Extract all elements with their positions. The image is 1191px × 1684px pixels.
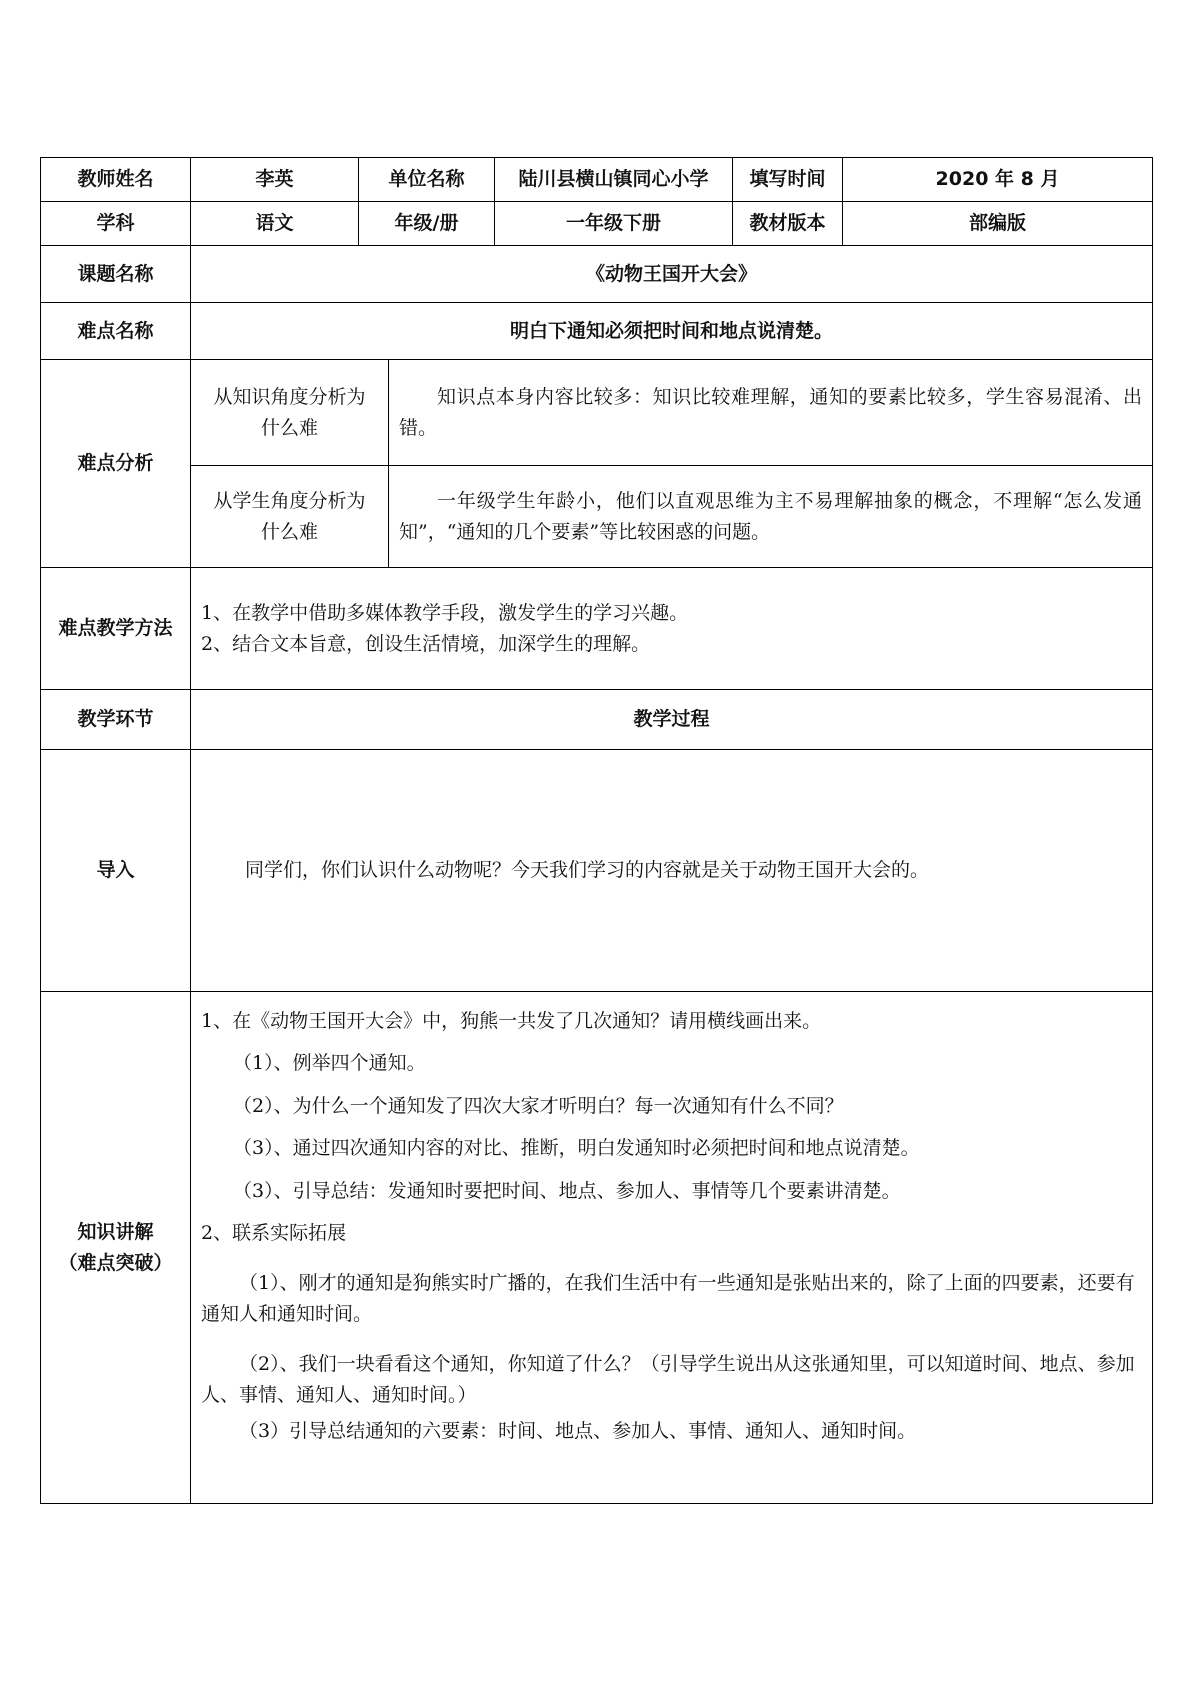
- edition-label: 教材版本: [733, 202, 843, 246]
- grade-value: 一年级下册: [495, 202, 733, 246]
- edition-value: 部编版: [843, 202, 1153, 246]
- analysis-row-knowledge: [41, 360, 1153, 466]
- difficulty-value: 明白下通知必须把时间和地点说清楚。: [191, 303, 1153, 360]
- explain-item-1-sub-3: （3）、通过四次通知内容的对比、推断，明白发通知时必须把时间和地点说清楚。: [233, 1137, 920, 1160]
- subject-value: 语文: [191, 202, 359, 246]
- topic-value: 《动物王国开大会》: [191, 246, 1153, 303]
- header-row-2: [41, 202, 1153, 246]
- process-header-row: [41, 690, 1153, 750]
- knowledge-angle-label: 从知识角度分析为什么难: [191, 360, 389, 466]
- topic-label: 课题名称: [41, 246, 191, 303]
- analysis-label: 难点分析: [41, 360, 191, 568]
- unit-value: 陆川县横山镇同心小学: [495, 158, 733, 202]
- intro-row: [41, 750, 1153, 992]
- explain-label-line-2: （难点突破）: [58, 1251, 173, 1274]
- explain-item-1-sub-4: （3）、引导总结：发通知时要把时间、地点、参加人、事情等几个要素讲清楚。: [233, 1179, 901, 1202]
- explain-item-1: 1、在《动物王国开大会》中，狗熊一共发了几次通知？请用横线画出来。: [201, 1010, 822, 1032]
- explain-item-1-sub-1: （1）、例举四个通知。: [233, 1052, 426, 1075]
- method-label: 难点教学方法: [41, 568, 191, 690]
- explain-item-1-sub-2: （2）、为什么一个通知发了四次大家才听明白？每一次通知有什么不同？: [233, 1094, 844, 1117]
- explain-label-line-1: 知识讲解: [77, 1221, 154, 1244]
- method-row: [41, 568, 1153, 690]
- teacher-label: 教师姓名: [41, 158, 191, 202]
- intro-text: 同学们，你们认识什么动物呢？今天我们学习的内容就是关于动物王国开大会的。: [191, 750, 1153, 992]
- grade-label: 年级/册: [359, 202, 495, 246]
- explain-item-2-sub-1: （1）、刚才的通知是狗熊实时广播的，在我们生活中有一些通知是张贴出来的，除了上面的四要素，还要有通知人和通知时间。: [201, 1272, 1135, 1325]
- date-label: 填写时间: [733, 158, 843, 202]
- analysis-row-student: [41, 466, 1153, 568]
- teacher-value: 李英: [191, 158, 359, 202]
- student-angle-text: 一年级学生年龄小，他们以直观思维为主不易理解抽象的概念，不理解“怎么发通知”，“通知的几个要素”等比较困惑的问题。: [399, 490, 1143, 543]
- student-angle-label: 从学生角度分析为什么难: [191, 466, 389, 568]
- topic-row: [41, 246, 1153, 303]
- explain-item-2-sub-3: （3）引导总结通知的六要素：时间、地点、参加人、事情、通知人、通知时间。: [239, 1419, 917, 1442]
- process-label: 教学过程: [191, 690, 1153, 750]
- explain-item-2-sub-2: （2）、我们一块看看这个通知，你知道了什么？（引导学生说出从这张通知里，可以知道时间、地点、参加人、事情、通知人、通知时间。）: [201, 1353, 1135, 1406]
- explain-row: [41, 992, 1153, 1504]
- explain-item-2: 2、联系实际拓展: [201, 1221, 347, 1244]
- header-row-1: [41, 158, 1153, 202]
- stage-label: 教学环节: [41, 690, 191, 750]
- subject-label: 学科: [41, 202, 191, 246]
- difficulty-row: [41, 303, 1153, 360]
- method-line-1: 1、在教学中借助多媒体教学手段，激发学生的学习兴趣。: [201, 602, 689, 625]
- intro-label: 导入: [41, 750, 191, 992]
- unit-label: 单位名称: [359, 158, 495, 202]
- date-value: 2020 年 8 月: [843, 158, 1153, 202]
- knowledge-angle-text: 知识点本身内容比较多：知识比较难理解，通知的要素比较多，学生容易混淆、出错。: [399, 386, 1143, 439]
- difficulty-label: 难点名称: [41, 303, 191, 360]
- lesson-plan-table: [40, 157, 1153, 1504]
- method-line-2: 2、结合文本旨意，创设生活情境，加深学生的理解。: [201, 632, 651, 655]
